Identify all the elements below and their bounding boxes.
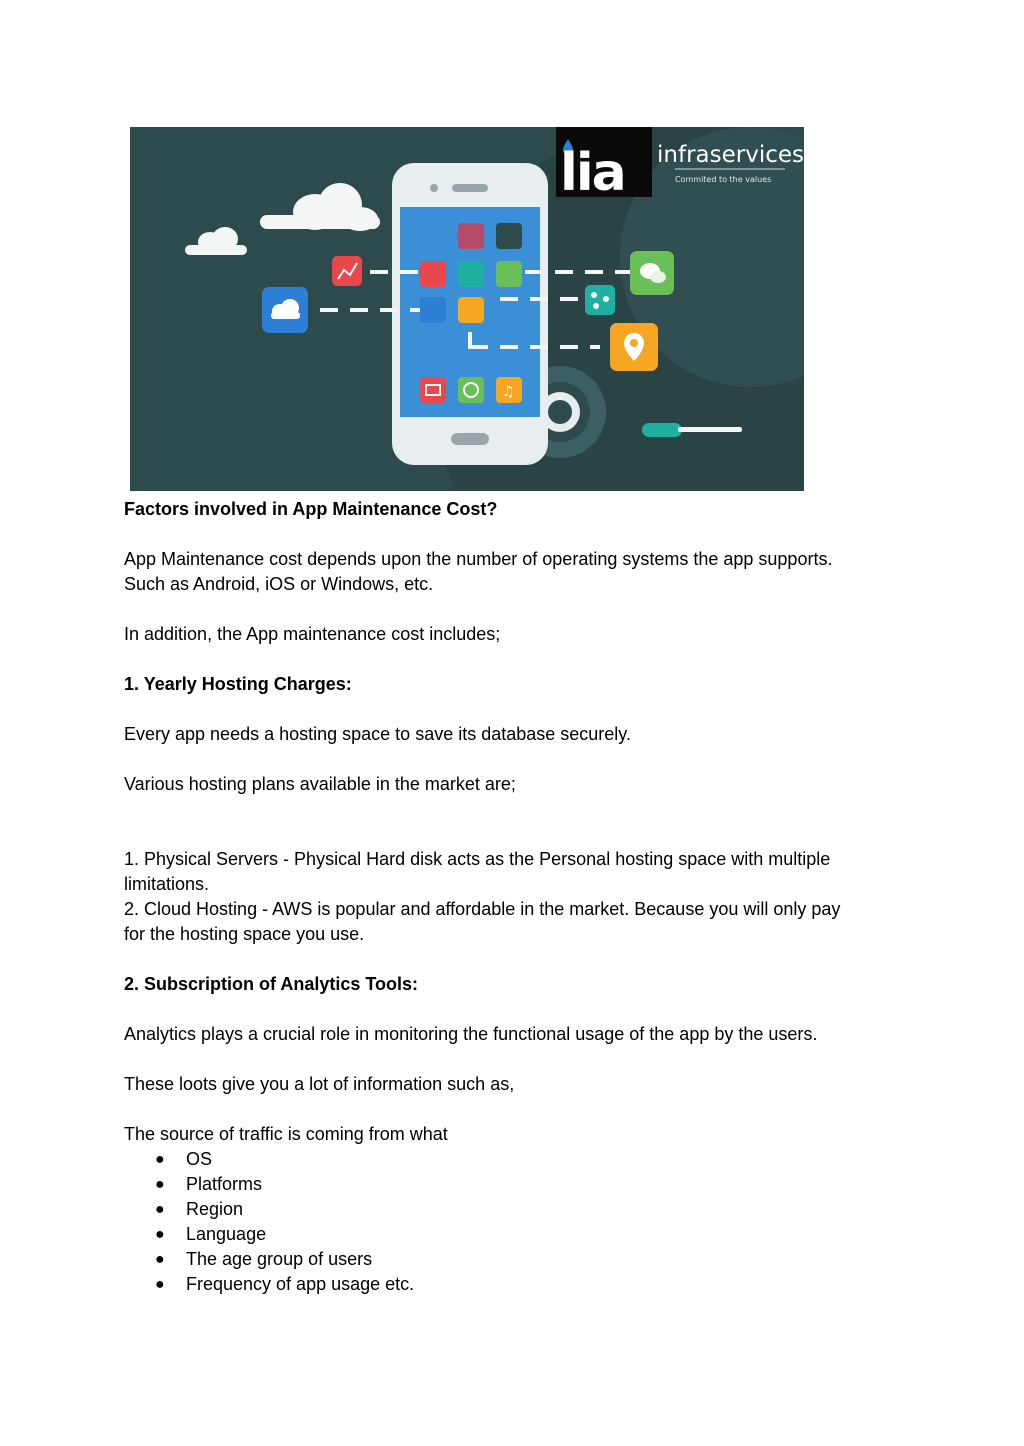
svg-text:♫: ♫: [502, 384, 515, 400]
bullet-marker: ●: [155, 1201, 165, 1218]
traffic-source-list: [124, 1147, 904, 1297]
main-heading: Factors involved in App Maintenance Cost?: [124, 499, 498, 519]
plan-2-line-2: for the hosting space you use.: [124, 924, 365, 944]
plan-2-line-1: 2. Cloud Hosting - AWS is popular and affordable in the market. Because you will only pay: [124, 899, 841, 919]
bullet-marker: ●: [155, 1276, 165, 1293]
section-1-heading: 1. Yearly Hosting Charges:: [124, 674, 352, 694]
plan-1-line-1: 1. Physical Servers - Physical Hard disk acts as the Personal hosting space with multiple: [124, 849, 831, 869]
share-icon: [585, 285, 615, 315]
addition-paragraph: In addition, the App maintenance cost includes;: [124, 624, 501, 644]
bullet-marker: ●: [155, 1226, 165, 1243]
section-2-paragraph-2: These loots give you a lot of information such as,: [124, 1074, 515, 1094]
cloud-icon: [262, 287, 308, 333]
list-item: ● Platforms: [124, 1172, 904, 1197]
article-body: [124, 497, 904, 1297]
bullet-marker: ●: [155, 1176, 165, 1193]
location-pin-icon: [610, 323, 658, 371]
list-item: ● OS: [124, 1147, 904, 1172]
mail-icon: [420, 377, 446, 403]
logo-name: infraservices: [657, 142, 804, 168]
banner-image: [130, 127, 804, 491]
logo-mark: lia: [560, 143, 625, 203]
list-item: ● Frequency of app usage etc.: [124, 1272, 904, 1297]
phone-illustration: [392, 163, 548, 465]
section-2-heading: 2. Subscription of Analytics Tools:: [124, 974, 419, 994]
logo-tagline: Commited to the values: [675, 175, 772, 184]
section-1-paragraph-2: Various hosting plans available in the market are;: [124, 774, 516, 794]
intro-line-1: App Maintenance cost depends upon the number of operating systems the app supports.: [124, 549, 833, 569]
intro-line-2: Such as Android, iOS or Windows, etc.: [124, 574, 434, 594]
bullet-marker: ●: [155, 1251, 165, 1268]
section-2-paragraph-3: The source of traffic is coming from what: [124, 1124, 448, 1144]
section-1-paragraph-1: Every app needs a hosting space to save its database securely.: [124, 724, 631, 744]
clock-icon: [458, 377, 484, 403]
chart-icon: [332, 256, 362, 286]
plan-1-line-2: limitations.: [124, 874, 210, 894]
chat-icon: [630, 251, 674, 295]
bullet-marker: ●: [155, 1151, 165, 1168]
list-item: ● Region: [124, 1197, 904, 1222]
section-2-paragraph-1: Analytics plays a crucial role in monitoring the functional usage of the app by the users.: [124, 1024, 818, 1044]
list-item: ● Language: [124, 1222, 904, 1247]
list-item: ● The age group of users: [124, 1247, 904, 1272]
